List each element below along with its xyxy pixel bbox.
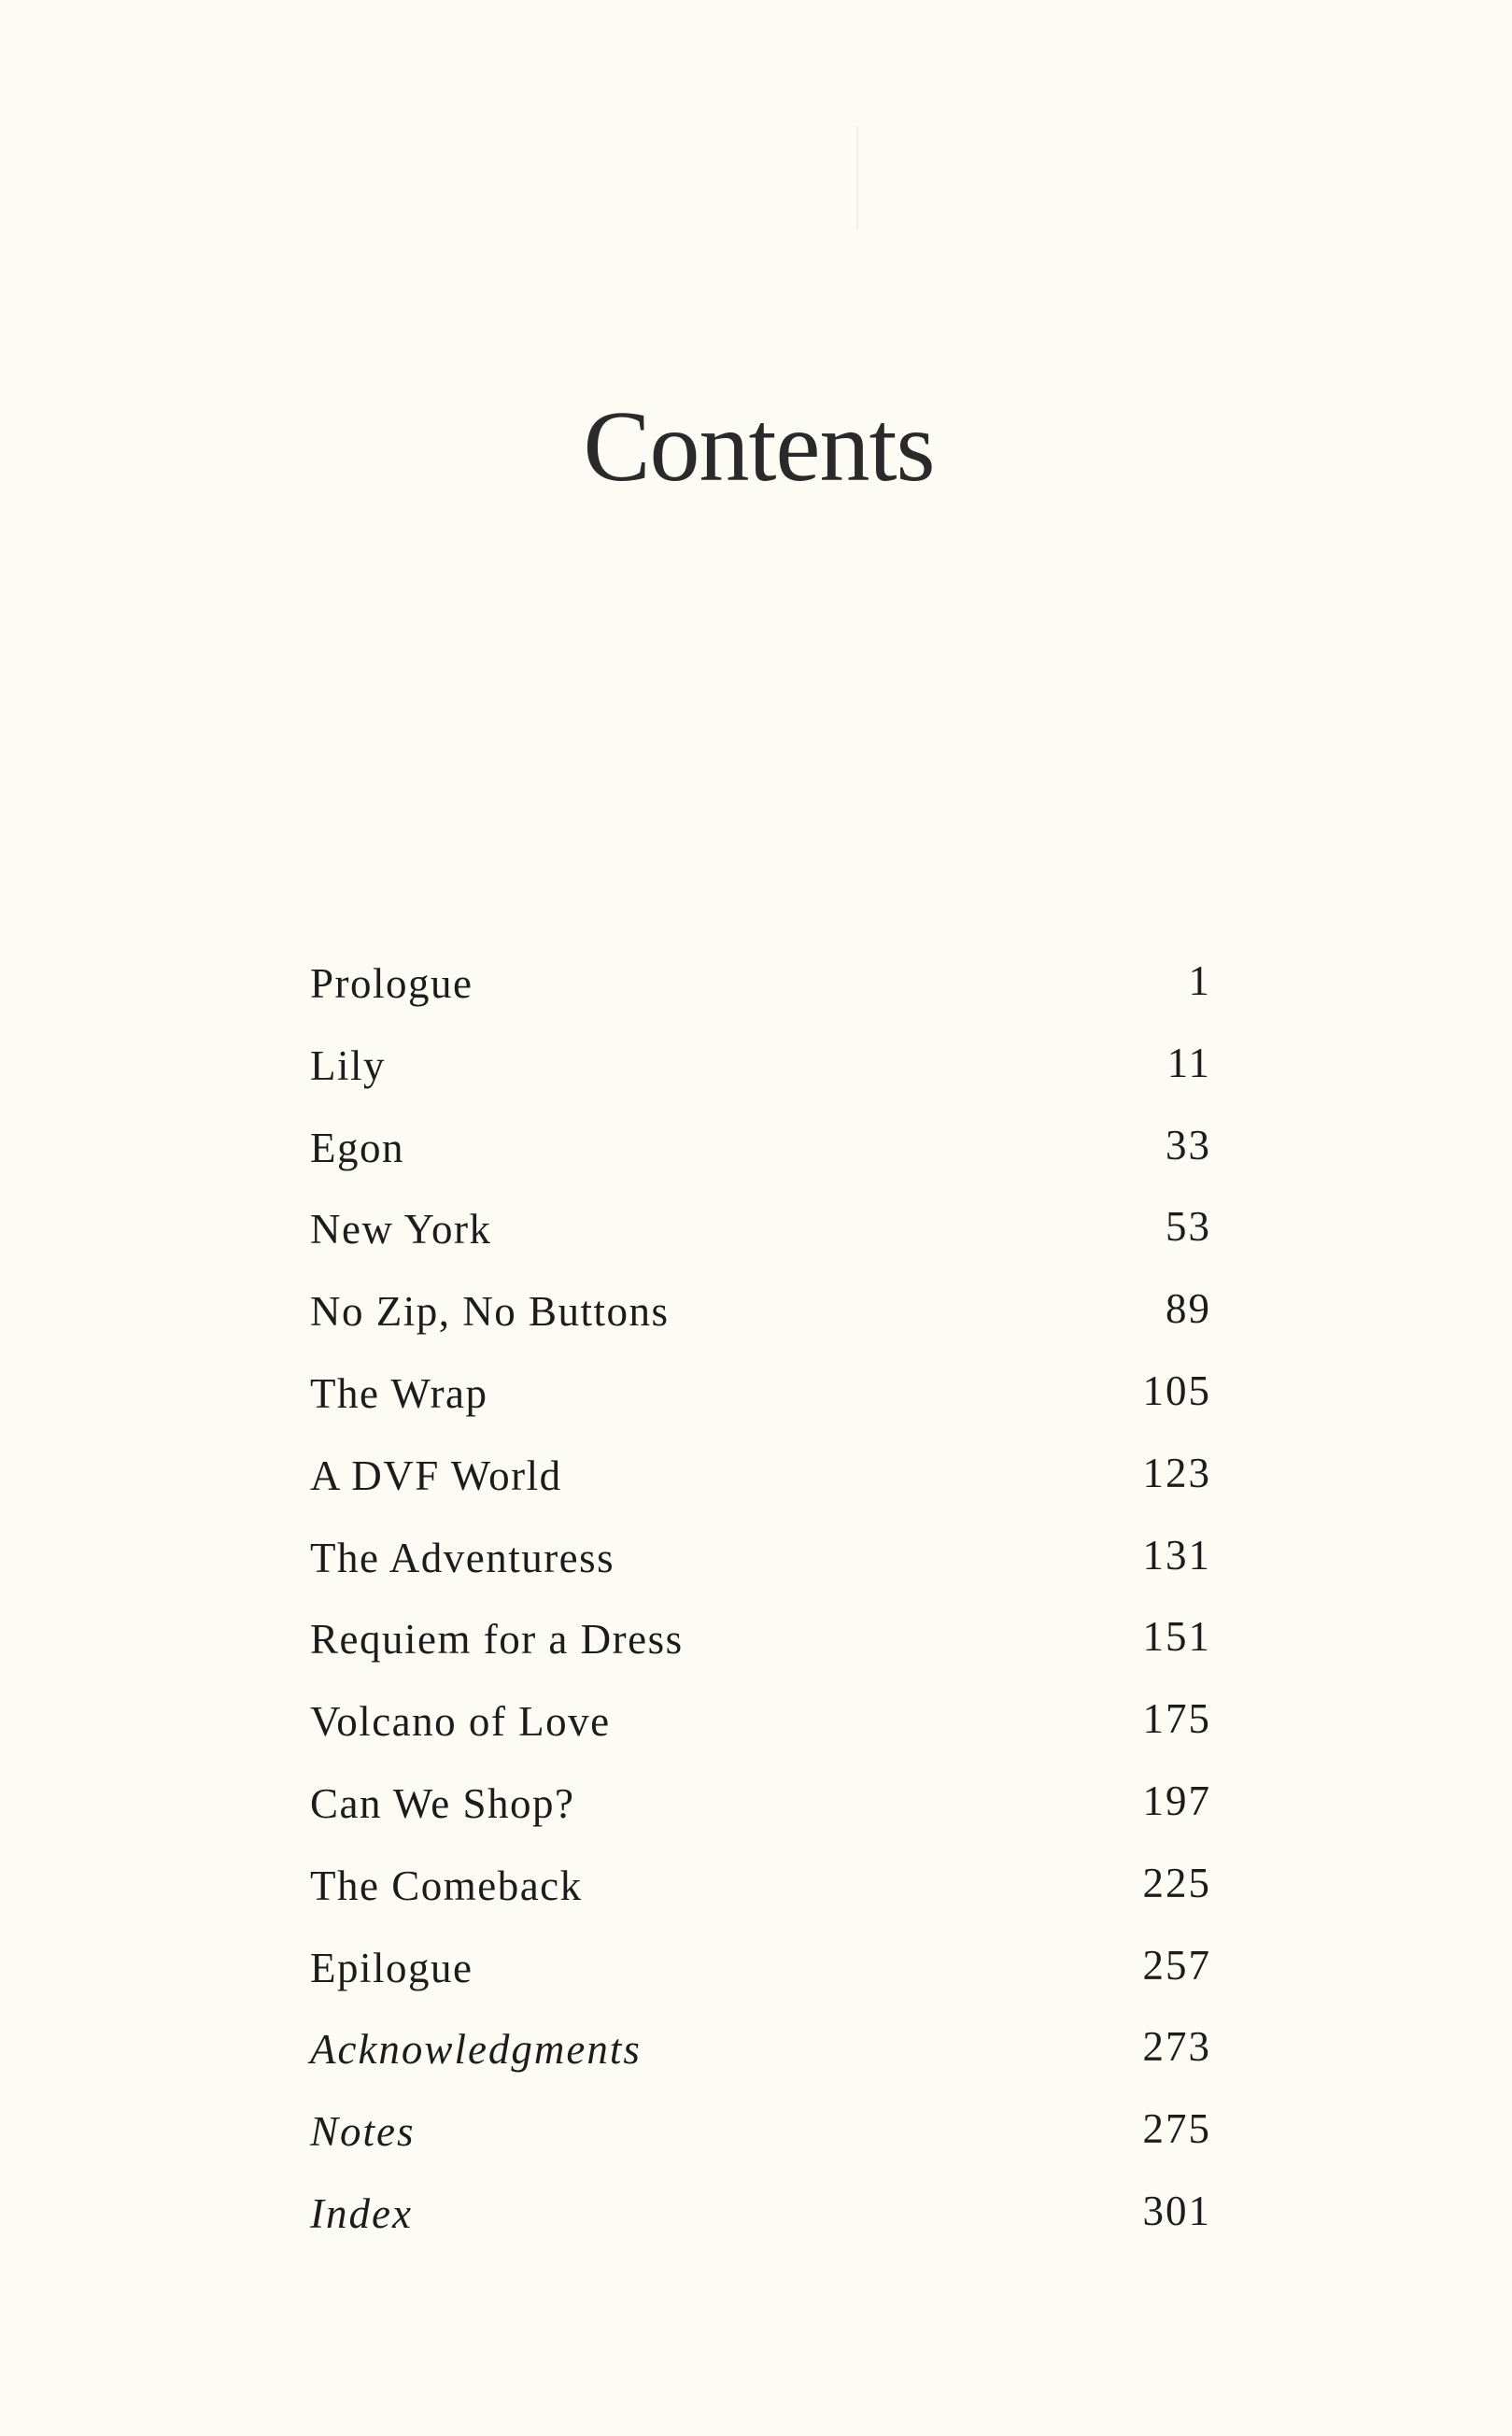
- toc-entry-index: [310, 2176, 1211, 2259]
- toc-entry-title: Requiem for a Dress: [310, 1616, 684, 1664]
- toc-entry-the-adventuress: [310, 1521, 1211, 1603]
- toc-entry-page-number: 257: [1142, 1941, 1211, 1989]
- toc-entry-page-number: 89: [1166, 1285, 1211, 1333]
- toc-entry-title: Can We Shop?: [310, 1779, 575, 1827]
- toc-entry-title: Prologue: [310, 960, 473, 1007]
- toc-entry-title: The Wrap: [310, 1369, 488, 1417]
- toc-entry-new-york: [310, 1192, 1211, 1274]
- toc-entry-title: The Adventuress: [310, 1534, 615, 1581]
- toc-entry-page-number: 123: [1142, 1449, 1211, 1496]
- toc-entry-lily: [310, 1028, 1211, 1111]
- toc-entry-page-number: 301: [1142, 2187, 1211, 2234]
- toc-entry-epilogue: [310, 1931, 1211, 2013]
- toc-entry-page-number: 151: [1142, 1613, 1211, 1661]
- toc-entry-title: No Zip, No Buttons: [310, 1288, 670, 1336]
- toc-entry-page-number: 105: [1142, 1367, 1211, 1414]
- toc-entry-the-wrap: [310, 1356, 1211, 1438]
- toc-entry-title: Index: [310, 2189, 413, 2237]
- toc-entry-page-number: 275: [1142, 2105, 1211, 2153]
- toc-entry-no-zip-no-buttons: [310, 1274, 1211, 1356]
- toc-entry-page-number: 197: [1142, 1777, 1211, 1824]
- toc-entry-requiem-for-a-dress: [310, 1602, 1211, 1684]
- toc-entry-page-number: 273: [1142, 2023, 1211, 2071]
- toc-entry-egon: [310, 1111, 1211, 1193]
- toc-entry-page-number: 33: [1166, 1121, 1211, 1168]
- toc-entry-title: Epilogue: [310, 1944, 473, 1991]
- toc-entry-title: A DVF World: [310, 1452, 562, 1499]
- toc-entry-notes: [310, 2094, 1211, 2176]
- toc-entry-title: Acknowledgments: [310, 2026, 642, 2074]
- toc-entry-page-number: 11: [1166, 1039, 1211, 1086]
- toc-entry-page-number: 131: [1142, 1531, 1211, 1579]
- toc-entry-a-dvf-world: [310, 1438, 1211, 1521]
- toc-entry-title: New York: [310, 1206, 492, 1253]
- toc-entry-prologue: [310, 946, 1211, 1028]
- toc-entry-volcano-of-love: [310, 1684, 1211, 1766]
- toc-entry-page-number: 175: [1142, 1695, 1211, 1743]
- toc-entry-title: Notes: [310, 2108, 416, 2156]
- toc-entry-title: Volcano of Love: [310, 1698, 611, 1746]
- toc-entry-title: Egon: [310, 1124, 404, 1171]
- toc-entry-page-number: 53: [1166, 1203, 1211, 1251]
- page-title: Contents: [583, 391, 935, 503]
- toc-entry-page-number: 225: [1142, 1859, 1211, 1906]
- scan-mark: [856, 126, 858, 229]
- toc-entry-can-we-shop: [310, 1766, 1211, 1848]
- toc-entry-the-comeback: [310, 1848, 1211, 1931]
- toc-entry-title: Lily: [310, 1041, 386, 1089]
- toc-entry-page-number: 1: [1188, 957, 1211, 1004]
- toc-entry-title: The Comeback: [310, 1862, 583, 1909]
- table-of-contents: [310, 946, 1211, 2259]
- toc-entry-acknowledgments: [310, 2012, 1211, 2094]
